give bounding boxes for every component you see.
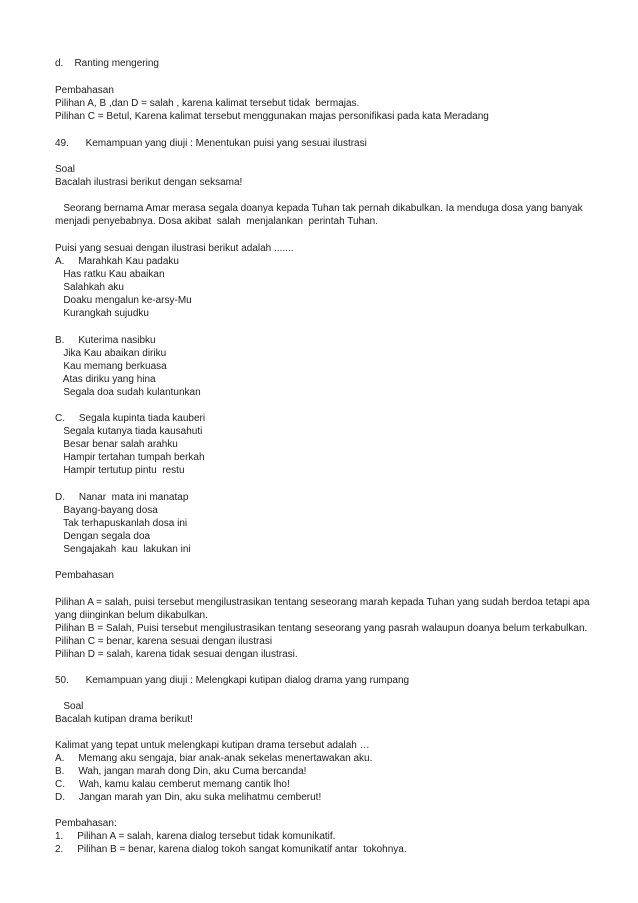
text-line: B. Kuterima nasibku (55, 335, 156, 346)
text-line: B. Wah, jangan marah dong Din, aku Cuma bercanda! (55, 766, 307, 777)
text-line: Pilihan A = salah, puisi tersebut mengilustrasikan tentang seseorang marah kepada Tuhan yang sudah berdoa tetapi apa (55, 597, 590, 608)
text-line: Segala kutanya tiada kausahuti (55, 426, 203, 437)
text-line: Hampir tertahan tumpah berkah (55, 452, 205, 463)
text-line: Pembahasan (55, 570, 114, 581)
text-line: Salahkah aku (55, 282, 124, 293)
text-line: yang diinginkan belum dikabulkan. (55, 610, 208, 621)
text-line: Kurangkah sujudku (55, 308, 149, 319)
text-line: Segala doa sudah kulantunkan (55, 387, 201, 398)
text-line: Puisi yang sesuai dengan ilustrasi berikut adalah ....... (55, 243, 294, 254)
text-line: Pilihan B = Salah, Puisi tersebut mengilustrasikan tentang seseorang yang pasrah walaupun doanya belum terkabulkan. (55, 623, 588, 634)
text-line: 1. Pilihan A = salah, karena dialog tersebut tidak komunikatif. (55, 831, 336, 842)
text-line: Soal (55, 701, 84, 712)
text-line: Jika Kau abaikan diriku (55, 348, 167, 359)
text-line: Atas diriku yang hina (55, 374, 156, 385)
text-line: Hampir tertutup pintu restu (55, 465, 185, 476)
text-line: Pilihan A, B ,dan D = salah , karena kalimat tersebut tidak bermajas. (55, 98, 360, 109)
text-line: Bayang-bayang dosa (55, 505, 158, 516)
text-line: Bacalah ilustrasi berikut dengan seksama! (55, 177, 243, 188)
text-line: Dengan segala doa (55, 531, 151, 542)
text-line: C. Wah, kamu kalau cemberut memang cantik lho! (55, 779, 290, 790)
text-line: Besar benar salah arahku (55, 439, 178, 450)
text-line: Kau memang berkuasa (55, 361, 167, 372)
text-line: d. Ranting mengering (55, 58, 159, 69)
text-line: Doaku mengalun ke-arsy-Mu (55, 295, 192, 306)
text-line: A. Memang aku sengaja, biar anak-anak sekelas menertawakan aku. (55, 753, 373, 764)
text-line: Kalimat yang tepat untuk melengkapi kutipan drama tersebut adalah … (55, 740, 370, 751)
text-line: A. Marahkah Kau padaku (55, 256, 179, 267)
text-line: Pembahasan: (55, 818, 117, 829)
text-line: menjadi penyebabnya. Dosa akibat salah menjalankan perintah Tuhan. (55, 216, 378, 227)
text-line: Pilihan C = benar, karena sesuai dengan ilustrasi (55, 636, 273, 647)
text-line: Seorang bernama Amar merasa segala doanya kepada Tuhan tak pernah dikabulkan. Ia menduga dosa yang banyak (55, 203, 583, 214)
text-line: Bacalah kutipan drama berikut! (55, 714, 193, 725)
text-line: Pilihan D = salah, karena tidak sesuai dengan ilustrasi. (55, 649, 298, 660)
text-line: Tak terhapuskanlah dosa ini (55, 518, 188, 529)
text-line: C. Segala kupinta tiada kauberi (55, 413, 206, 424)
text-line: Pilihan C = Betul, Karena kalimat tersebut menggunakan majas personifikasi pada kata Meradang (55, 111, 489, 122)
text-line: 49. Kemampuan yang diuji : Menentukan puisi yang sesuai ilustrasi (55, 138, 367, 149)
text-line: 50. Kemampuan yang diuji : Melengkapi kutipan dialog drama yang rumpang (55, 675, 410, 686)
text-line: D. Nanar mata ini manatap (55, 492, 189, 503)
text-line: Has ratku Kau abaikan (55, 269, 165, 280)
text-line: Pembahasan (55, 85, 114, 96)
text-line: Soal (55, 164, 76, 175)
text-line: D. Jangan marah yan Din, aku suka melihatmu cemberut! (55, 792, 322, 803)
text-line: Sengajakah kau lakukan ini (55, 544, 191, 555)
text-line: 2. Pilihan B = benar, karena dialog tokoh sangat komunikatif antar tokohnya. (55, 844, 407, 855)
